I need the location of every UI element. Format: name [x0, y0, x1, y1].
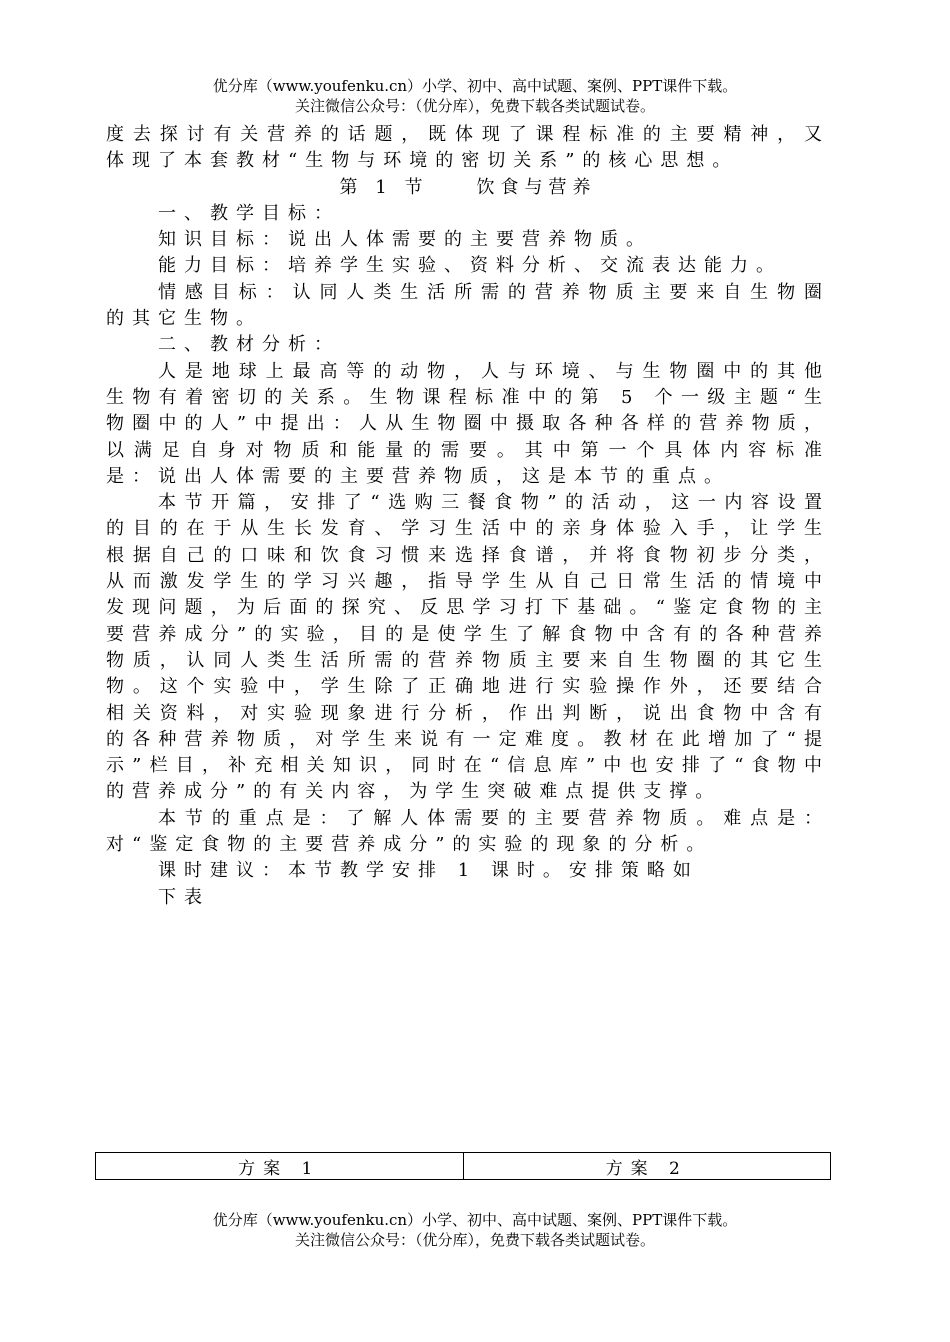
- schedule-line-2: 下表: [158, 886, 210, 908]
- goal-emotion: 情感目标：认同人类生活所需的营养物质主要来自生物圈的其它生物。: [106, 281, 830, 330]
- page-footer: [0, 1210, 950, 1250]
- analysis-paragraph-1: 人是地球上最高等的动物，人与环境、与生物圈中的其他生物有着密切的关系。生物课程标准中的第 5 个一级主题“生物圈中的人”中提出：人从生物圈中摄取各种各样的营养物质，以满足自身对物质和能量的需要。其中第一个具体内容标准是：说出人体需要的主要营养物质，这是本节的重点。: [106, 360, 830, 487]
- goal-knowledge: 知识目标：说出人体需要的主要营养物质。: [158, 229, 652, 251]
- document-body: [106, 122, 830, 911]
- analysis-paragraph-2: 本节开篇，安排了“选购三餐食物”的活动，这一内容设置的目的在于从生长发育、学习生活中的亲身体验入手，让学生根据自己的口味和饮食习惯来选择食谱，并将食物初步分类，从而激发学生的学习兴趣，指导学生从自己日常生活的情境中发现问题，为后面的探究、反思学习打下基础。“鉴定食物的主要营养成分”的实验，目的是使学生了解食物中含有的各种营养物质，认同人类生活所需的营养物质主要来自生物圈的其它生物。这个实验中，学生除了正确地进行实验操作外，还要结合相关资料，对实验现象进行分析，作出判断，说出食物中含有的各种营养物质，对学生来说有一定难度。教材在此增加了“提示”栏目，补充相关知识，同时在“信息库”中也安排了“食物中的营养成分”的有关内容，为学生突破难点提供支撑。: [106, 492, 830, 803]
- schedule-line-1: 课时建议：本节教学安排 1 课时。安排策略如: [158, 860, 699, 882]
- header-line-1: 优分库（www.youfenku.cn）小学、初中、高中试题、案例、PPT课件下载。: [212, 77, 738, 95]
- plan-1-header: 方案 1: [96, 1153, 464, 1180]
- page-header: [0, 76, 950, 116]
- goal-ability: 能力目标：培养学生实验、资料分析、交流表达能力。: [158, 255, 782, 277]
- plan-table: [95, 1152, 831, 1180]
- analysis-heading: 二、教材分析：: [158, 334, 340, 356]
- table-row: [96, 1153, 831, 1180]
- goals-heading: 一、教学目标：: [158, 202, 340, 224]
- footer-line-2: 关注微信公众号：（优分库），免费下载各类试题试卷。: [294, 1231, 655, 1249]
- header-line-2: 关注微信公众号：（优分库），免费下载各类试题试卷。: [294, 97, 655, 115]
- intro-paragraph: 度去探讨有关营养的话题，既体现了课程标准的主要精神，又体现了本套教材“生物与环境的密切关系”的核心思想。: [106, 124, 830, 172]
- footer-line-1: 优分库（www.youfenku.cn）小学、初中、高中试题、案例、PPT课件下载。: [212, 1211, 738, 1229]
- key-points-paragraph: 本节的重点是：了解人体需要的主要营养物质。难点是：对“鉴定食物的主要营养成分”的实验的现象的分析。: [106, 807, 830, 856]
- plan-2-header: 方案 2: [463, 1153, 831, 1180]
- section-title: 第 1 节 饮食与营养: [339, 176, 597, 198]
